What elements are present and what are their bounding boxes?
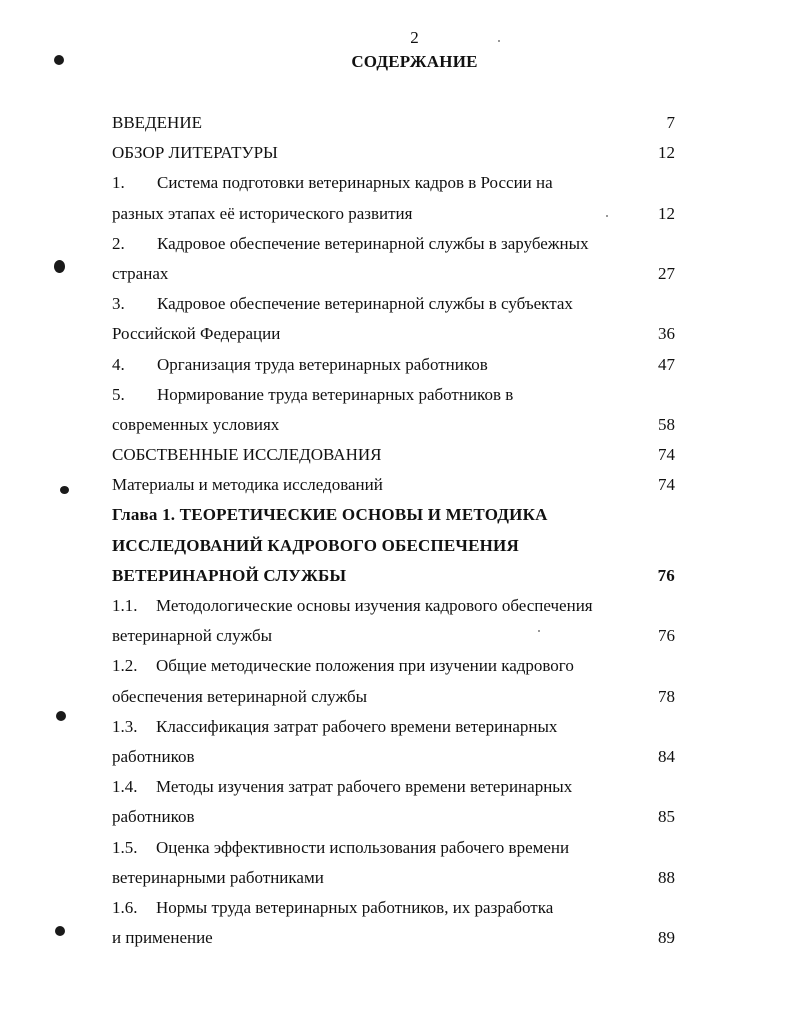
toc-entry-label: СОБСТВЕННЫЕ ИССЛЕДОВАНИЯ — [112, 445, 382, 465]
toc-entry-page: 27 — [658, 263, 675, 283]
toc-entry-number: 1.3. — [112, 716, 138, 736]
toc-entry-page: 47 — [658, 354, 675, 374]
toc-entry-text — [112, 199, 412, 229]
toc-entry-text — [112, 500, 548, 530]
toc-entry-label: Классификация затрат рабочего времени ветеринарных — [156, 716, 558, 736]
toc-entry-label: странах — [112, 263, 169, 283]
toc-entry-text — [112, 531, 519, 561]
toc-entry-label: Материалы и методика исследований — [112, 475, 383, 495]
toc-entry-page: 36 — [658, 324, 675, 344]
punch-hole-icon — [54, 55, 64, 65]
toc-entry-text — [112, 621, 272, 651]
toc-entry — [112, 863, 675, 893]
toc-entry-label: Нормирование труда ветеринарных работников в — [157, 384, 514, 404]
toc-entry-text — [112, 772, 572, 802]
toc-entry-label: Система подготовки ветеринарных кадров в России на — [157, 173, 553, 193]
toc-entry — [112, 893, 675, 923]
toc-entry — [112, 259, 675, 289]
toc-entry — [112, 712, 675, 742]
toc-entry-text — [112, 923, 213, 953]
toc-entry-text — [112, 893, 553, 923]
toc-entry-label: ветеринарными работниками — [112, 867, 324, 887]
toc-entry-page: 12 — [658, 203, 675, 223]
toc-entry-page: 74 — [658, 445, 675, 465]
toc-entry-label: современных условиях — [112, 414, 280, 434]
toc-entry-label: Кадровое обеспечение ветеринарной службы в субъектах — [157, 294, 573, 314]
toc-entry-label: Методологические основы изучения кадрового обеспечения — [156, 596, 593, 615]
toc-entry-number: 1.6. — [112, 897, 138, 917]
toc-entry — [112, 470, 675, 500]
toc-entry-page: 7 — [666, 113, 675, 132]
toc-entry — [112, 350, 675, 380]
toc-entry — [112, 802, 675, 832]
toc-entry-text — [112, 229, 589, 259]
toc-entry — [112, 833, 675, 863]
toc-entry-number: 1. — [112, 173, 125, 193]
toc-entry — [112, 440, 675, 470]
punch-hole-icon — [56, 711, 66, 721]
toc-entry-page: 84 — [658, 746, 675, 766]
toc-entry-page: 89 — [658, 928, 675, 948]
toc-entry-text — [112, 440, 381, 470]
toc-entry — [112, 591, 675, 621]
toc-entry — [112, 289, 675, 319]
toc-entry-text — [112, 591, 593, 621]
toc-entry-label: ОБЗОР ЛИТЕРАТУРЫ — [112, 143, 278, 163]
toc-entry — [112, 500, 675, 530]
toc-entry — [112, 531, 675, 561]
toc-entry-page: 58 — [658, 414, 675, 434]
toc-entry-label: и применение — [112, 928, 213, 948]
toc-entry-label: Методы изучения затрат рабочего времени ветеринарных — [156, 777, 573, 797]
page-number: 2 — [410, 28, 419, 47]
toc-entry-text — [112, 802, 195, 832]
table-of-contents — [112, 108, 675, 953]
toc-entry-number: 3. — [112, 294, 125, 314]
toc-entry — [112, 319, 675, 349]
toc-entry-page: 74 — [658, 475, 675, 495]
toc-entry-label: Организация труда ветеринарных работников — [157, 354, 488, 374]
toc-entry-text — [112, 742, 195, 772]
toc-entry — [112, 561, 675, 591]
scan-speck — [498, 40, 500, 42]
toc-entry-label: Кадровое обеспечение ветеринарной службы в зарубежных — [157, 233, 589, 253]
toc-entry-page: 12 — [658, 143, 675, 163]
toc-entry — [112, 108, 675, 138]
toc-entry-label: ВВЕДЕНИЕ — [112, 113, 202, 132]
toc-entry-label: Глава 1. ТЕОРЕТИЧЕСКИЕ ОСНОВЫ И МЕТОДИКА — [112, 505, 548, 525]
toc-entry-label: ИССЛЕДОВАНИЙ КАДРОВОГО ОБЕСПЕЧЕНИЯ — [112, 535, 519, 555]
toc-entry-number: 1.5. — [112, 837, 138, 857]
toc-entry-page: 85 — [658, 807, 675, 827]
page-title: СОДЕРЖАНИЕ — [351, 52, 478, 71]
toc-entry-number: 4. — [112, 354, 125, 374]
toc-entry — [112, 199, 675, 229]
toc-entry-label: Российской Федерации — [112, 324, 281, 344]
toc-entry-label: Нормы труда ветеринарных работников, их разработка — [156, 897, 554, 917]
toc-entry — [112, 168, 675, 198]
toc-entry-page: 76 — [657, 565, 675, 585]
toc-entry-label: Общие методические положения при изучении кадрового — [156, 656, 574, 676]
toc-entry-text — [112, 289, 573, 319]
toc-entry-text — [112, 410, 279, 440]
toc-entry-text — [112, 259, 168, 289]
toc-entry-text — [112, 138, 278, 168]
toc-entry-label: работников — [112, 807, 195, 827]
toc-entry-text — [112, 712, 557, 742]
toc-entry — [112, 772, 675, 802]
toc-entry — [112, 138, 675, 168]
toc-entry-number: 2. — [112, 233, 125, 253]
punch-hole-icon — [60, 486, 69, 494]
toc-entry-text — [112, 168, 553, 198]
toc-entry-number: 1.2. — [112, 656, 138, 676]
toc-entry — [112, 742, 675, 772]
toc-entry-number: 1.1. — [112, 596, 138, 615]
toc-entry — [112, 380, 675, 410]
toc-entry-label: обеспечения ветеринарной службы — [112, 686, 368, 706]
toc-entry-text — [112, 682, 367, 712]
toc-entry-label: ВЕТЕРИНАРНОЙ СЛУЖБЫ — [112, 565, 347, 585]
toc-entry — [112, 410, 675, 440]
toc-entry — [112, 651, 675, 681]
toc-entry — [112, 229, 675, 259]
toc-entry-text — [112, 470, 383, 500]
toc-entry-number: 5. — [112, 384, 125, 404]
toc-entry-text — [112, 319, 280, 349]
toc-entry-page: 76 — [658, 626, 675, 646]
toc-entry-label: ветеринарной службы — [112, 626, 273, 646]
toc-entry — [112, 923, 675, 953]
punch-hole-icon — [55, 926, 65, 936]
toc-entry-label: работников — [112, 746, 195, 766]
toc-entry-text — [112, 350, 488, 380]
toc-entry-label: разных этапах её исторического развития — [112, 203, 413, 223]
toc-entry-text — [112, 651, 574, 681]
toc-entry-text — [112, 833, 569, 863]
toc-entry-text — [112, 380, 513, 410]
toc-entry — [112, 621, 675, 651]
toc-entry — [112, 682, 675, 712]
toc-entry-label: Оценка эффективности использования рабочего времени — [156, 837, 570, 857]
toc-entry-text — [112, 561, 346, 591]
toc-entry-number: 1.4. — [112, 777, 138, 797]
toc-entry-text — [112, 108, 202, 138]
toc-entry-page: 78 — [658, 686, 675, 706]
toc-entry-text — [112, 863, 324, 893]
punch-hole-icon — [54, 260, 65, 273]
toc-entry-page: 88 — [658, 867, 675, 887]
